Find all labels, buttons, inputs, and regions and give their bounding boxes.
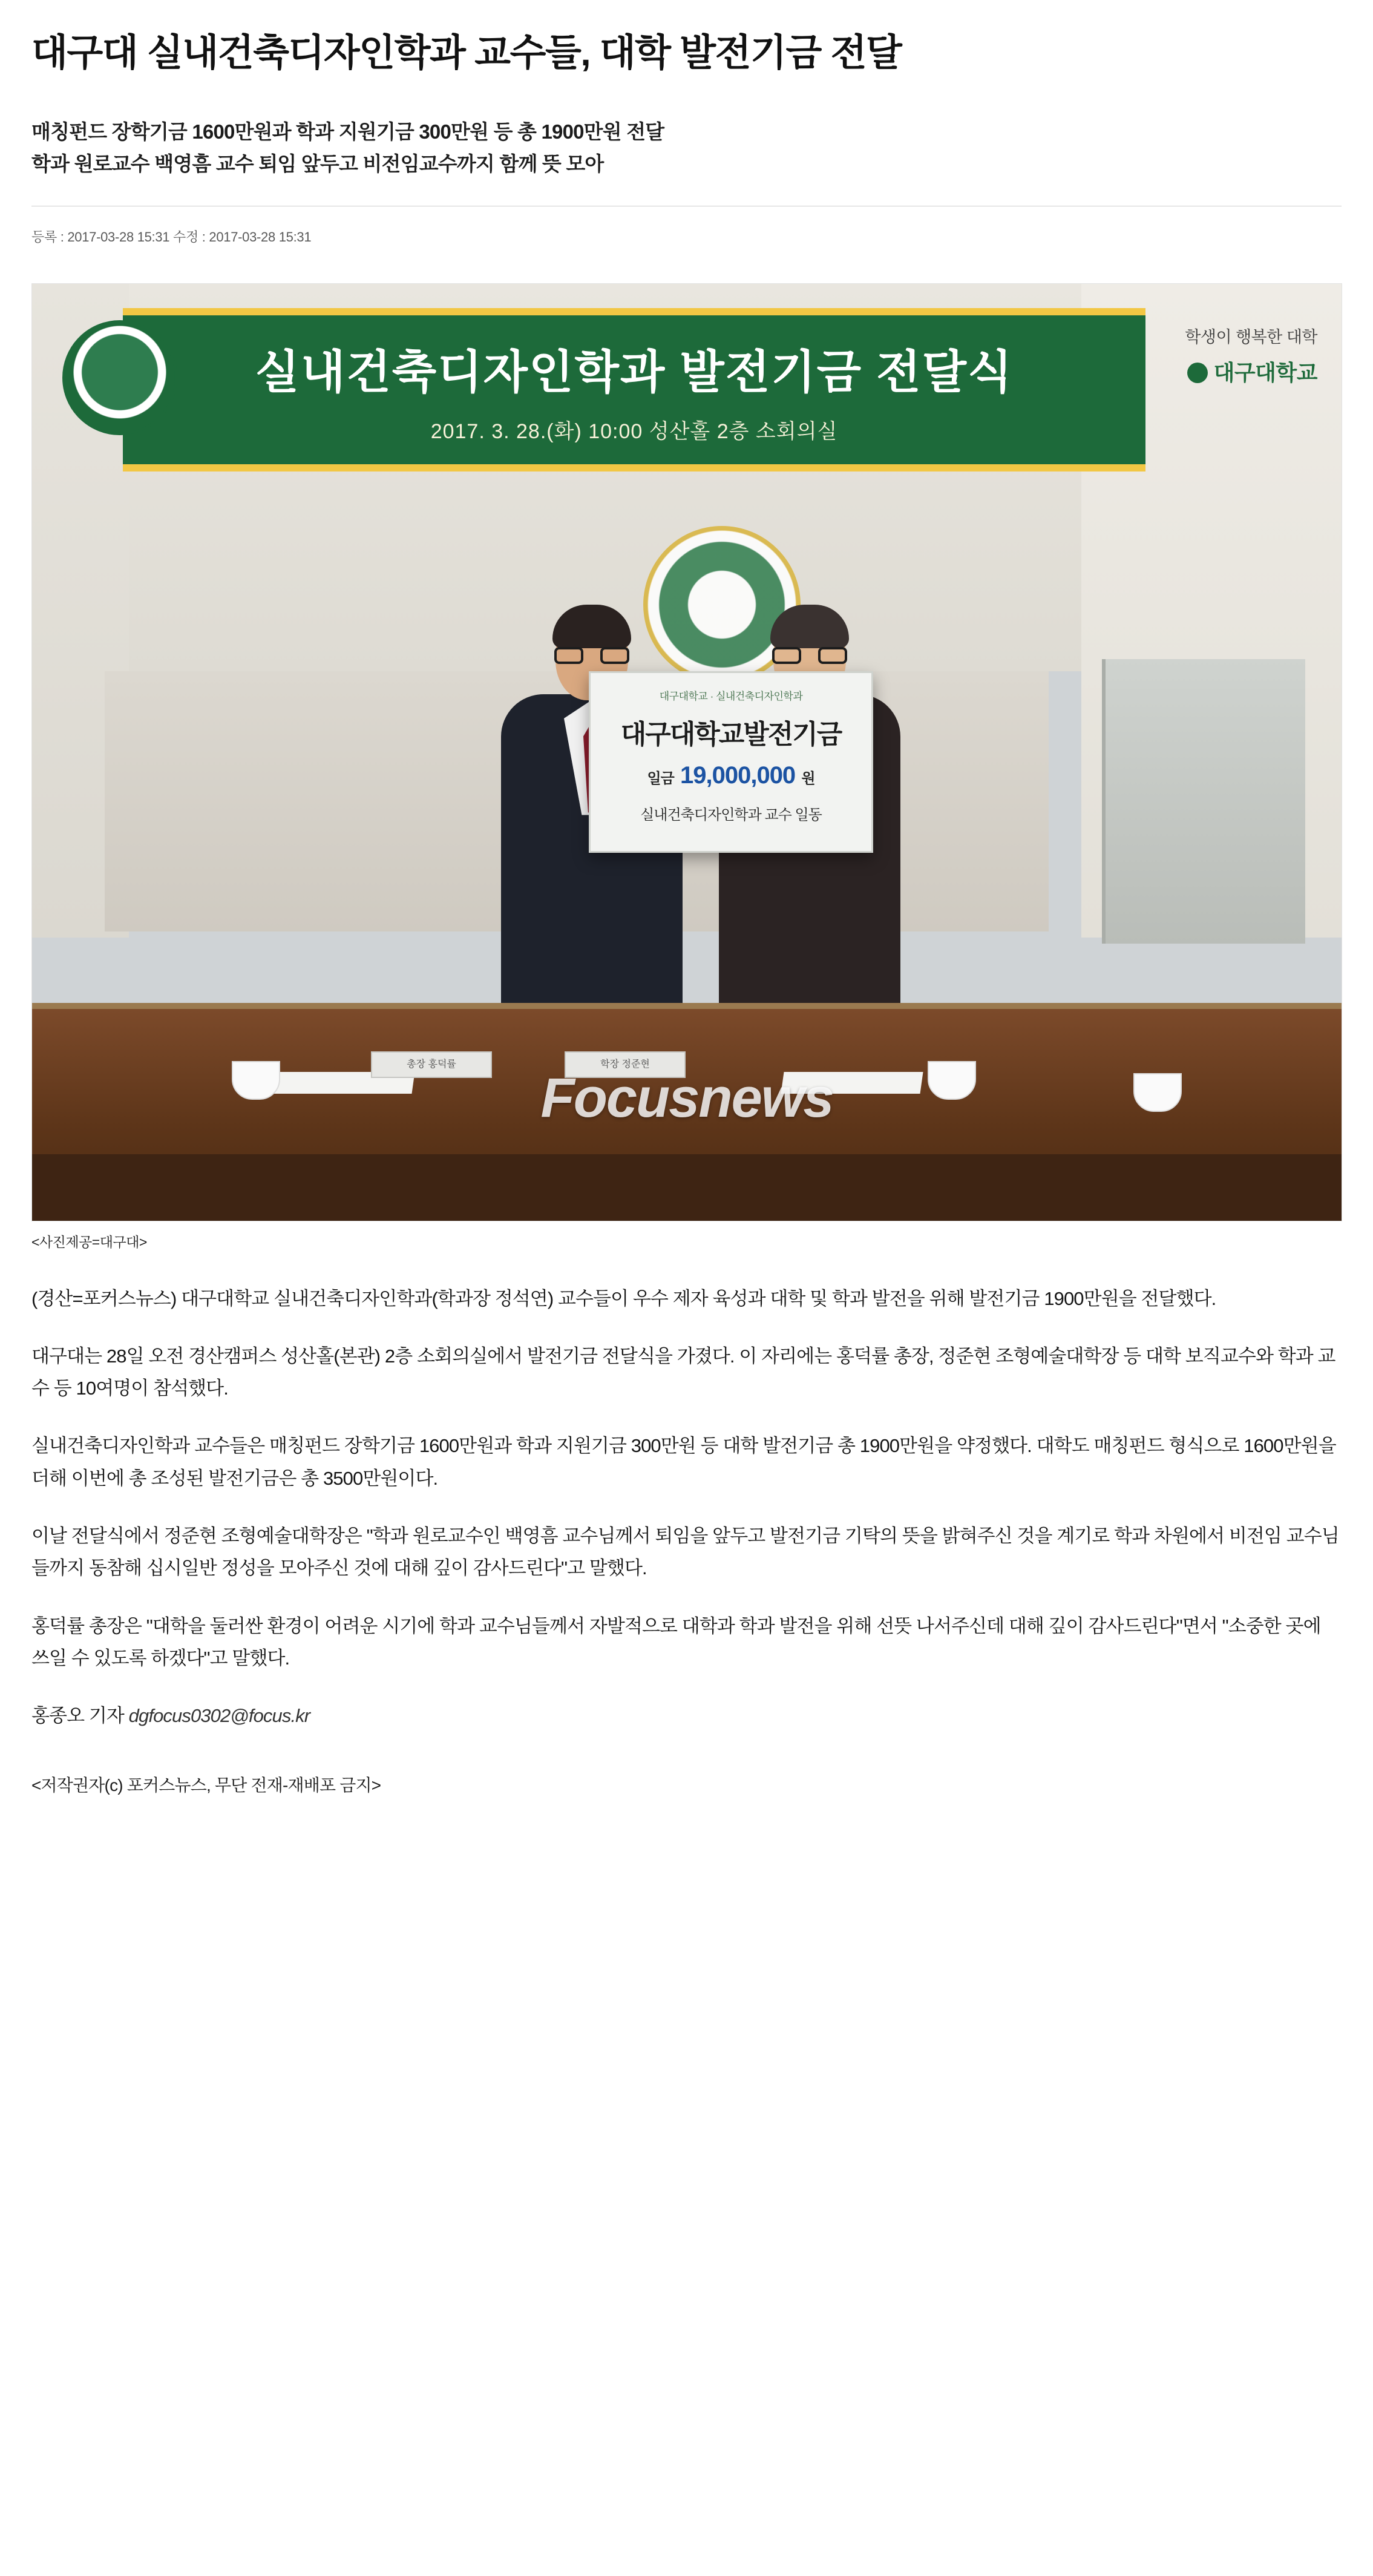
- cheque-amount-row: [591, 762, 871, 789]
- photo-caption: <사진제공=대구대>: [31, 1234, 147, 1250]
- article-photo: [31, 283, 1342, 1221]
- banner-subtitle: 2017. 3. 28.(화) 10:00 성산홀 2층 소회의실: [430, 419, 838, 443]
- photo-cup: [1133, 1073, 1182, 1112]
- banner-university-name-text: 대구대학교: [1213, 360, 1317, 385]
- person-left-hair: [552, 605, 631, 648]
- cheque-top-line: 대구대학교 · 실내건축디자인학과: [659, 690, 803, 702]
- nameplate: 총장 홍덕률: [371, 1051, 492, 1078]
- copyright-notice: <저작권자(c) 포커스뉴스, 무단 전재-재배포 금지>: [31, 1775, 381, 1795]
- university-logo-icon: [1187, 363, 1208, 383]
- photo-watermark: Focusnews: [540, 1066, 833, 1129]
- banner-title: 실내건축디자인학과 발전기금 전달식: [255, 346, 1014, 398]
- event-banner: [123, 308, 1145, 472]
- cheque-donor: 실내건축디자인학과 교수 일동: [640, 806, 822, 823]
- page-title: 대구대 실내건축디자인학과 교수들, 대학 발전기금 전달: [31, 32, 902, 74]
- banner-university-tagline: 학생이 행복한 대학: [1185, 327, 1317, 346]
- person-right-hair: [770, 605, 849, 648]
- article-paragraph: (경산=포커스뉴스) 대구대학교 실내건축디자인학과(학과장 정석연) 교수들이 우수 제자 육성과 대학 및 학과 발전을 위해 발전기금 1900만원을 전달했다.: [31, 1287, 1216, 1309]
- subheadline-1: 매칭펀드 장학기금 1600만원과 학과 지원기금 300만원 등 총 1900만원 전달: [31, 120, 664, 143]
- donation-cheque: [589, 671, 873, 853]
- cheque-title: 대구대학교발전기금: [620, 719, 842, 749]
- byline-email[interactable]: dgfocus0302@focus.kr: [128, 1705, 310, 1727]
- subheadline-list: [31, 116, 1342, 180]
- banner-university-block: [1185, 324, 1317, 387]
- nameplate: 학장 정준현: [565, 1051, 686, 1078]
- cheque-amount-label: 일금: [647, 770, 674, 787]
- article-paragraph: 대구대는 28일 오전 경산캠퍼스 성산홀(본관) 2층 소회의실에서 발전기금 전달식을 가졌다. 이 자리에는 홍덕률 총장, 정준현 조형예술대학장 등 대학 보직교수와 학과 교수 등 10여명이 참석했다.: [31, 1345, 1335, 1399]
- byline-reporter: 홍종오 기자: [31, 1705, 124, 1727]
- subheadline-2: 학과 원로교수 백영흠 교수 퇴임 앞두고 비전임교수까지 함께 뜻 모아: [31, 153, 604, 176]
- article-figure: [31, 283, 1342, 1251]
- banner-logo-icon: [62, 320, 177, 435]
- banner-university-name: [1185, 356, 1317, 387]
- article-paragraph: 이날 전달식에서 정준현 조형예술대학장은 "학과 원로교수인 백영흠 교수님께서 퇴임을 앞두고 발전기금 기탁의 뜻을 밝혀주신 것을 계기로 학과 차원에서 비전임 교수님들까지 동참해 십시일반 정성을 모아주신 것에 대해 깊이 감사드린다"고 말했다.: [31, 1525, 1339, 1579]
- glasses-icon: [772, 647, 847, 665]
- article-paragraph: 실내건축디자인학과 교수들은 매칭펀드 장학기금 1600만원과 학과 지원기금 300만원 등 대학 발전기금 총 1900만원을 약정했다. 대학도 매칭펀드 형식으로 1600만원을 더해 이번에 총 조성된 발전기금은 총 3500만원이다.: [31, 1435, 1336, 1489]
- photo-door: [1102, 659, 1305, 944]
- article-body: [31, 1283, 1342, 1796]
- article-byline: [31, 1700, 1342, 1732]
- cheque-amount-unit: 원: [801, 770, 815, 787]
- article-dateline: 등록 : 2017-03-28 15:31 수정 : 2017-03-28 15:31: [31, 229, 312, 245]
- article-paragraph: 홍덕률 총장은 "대학을 둘러싼 환경이 어려운 시기에 학과 교수님들께서 자발적으로 대학과 학과 발전을 위해 선뜻 나서주신데 대해 깊이 감사드린다"면서 "소중한 곳에 쓰일 수 있도록 하겠다"고 말했다.: [31, 1615, 1321, 1669]
- glasses-icon: [554, 647, 629, 665]
- photo-cup: [232, 1061, 280, 1100]
- photo-table-front: [32, 1154, 1342, 1221]
- cheque-amount-value: 19,000,000: [680, 761, 796, 789]
- photo-cup: [928, 1061, 976, 1100]
